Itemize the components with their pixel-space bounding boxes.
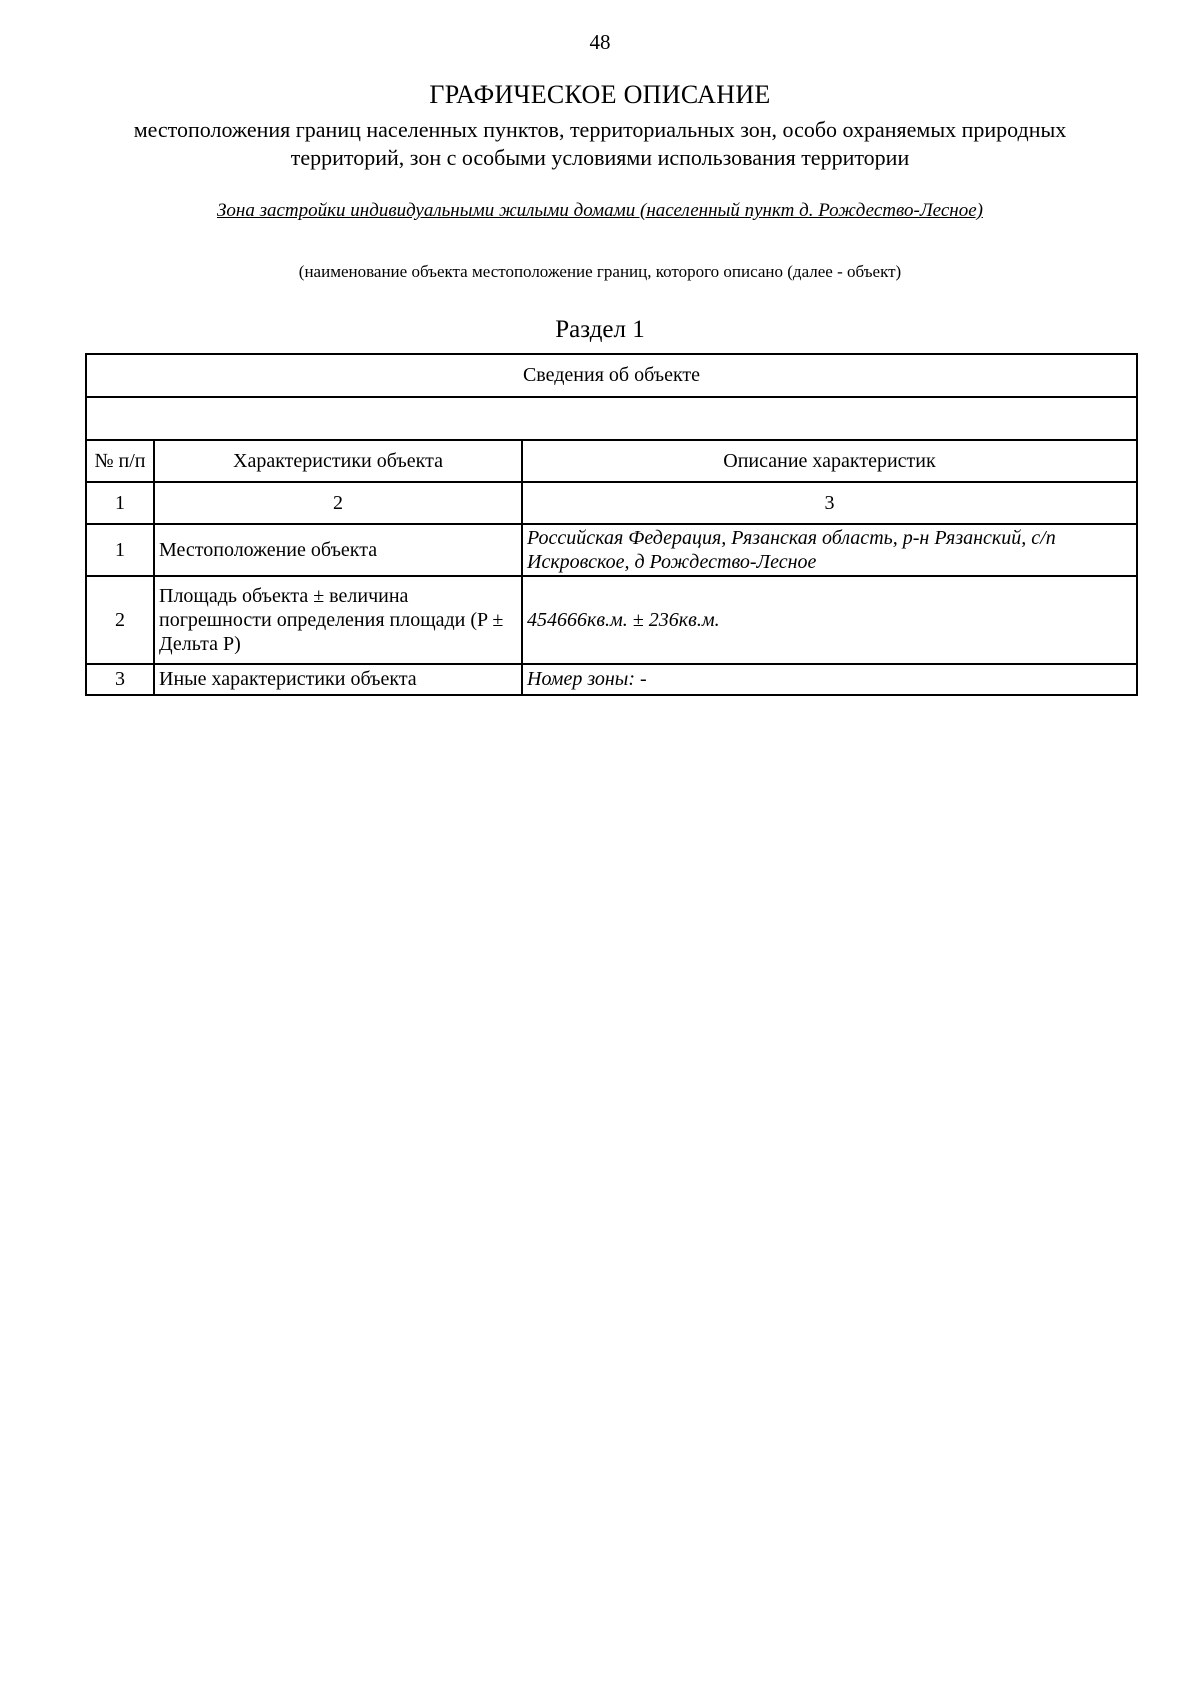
column-number-3: 3 <box>522 482 1137 524</box>
section-title: Раздел 1 <box>555 316 645 343</box>
row-number: 3 <box>86 664 154 695</box>
table-empty-cell <box>86 397 1137 440</box>
row-characteristic: Площадь объекта ± величина погрешности определения площади (P ± Дельта P) <box>154 576 522 664</box>
column-number-1: 1 <box>86 482 154 524</box>
table-row <box>86 664 1137 695</box>
object-name-caption: (наименование объекта местоположение границ, которого описано (далее - объект) <box>298 262 902 281</box>
column-number-2: 2 <box>154 482 522 524</box>
row-number: 2 <box>86 576 154 664</box>
table-row <box>86 576 1137 664</box>
object-info-table <box>85 353 1138 696</box>
object-name: Зона застройки индивидуальными жилыми домами (населенный пункт д. Рождество-Лесное) <box>217 200 983 221</box>
table-empty-row <box>86 397 1137 440</box>
document-title: ГРАФИЧЕСКОЕ ОПИСАНИЕ <box>429 80 771 109</box>
column-header-number: № п/п <box>86 440 154 482</box>
table-row <box>86 524 1137 576</box>
column-header-description: Описание характеристик <box>522 440 1137 482</box>
column-header-characteristic: Характеристики объекта <box>154 440 522 482</box>
row-description: 454666кв.м. ± 236кв.м. <box>522 576 1137 664</box>
table-column-header-row <box>86 440 1137 482</box>
row-description: Номер зоны: - <box>522 664 1137 695</box>
page-number: 48 <box>589 30 611 54</box>
table-column-number-row <box>86 482 1137 524</box>
table-heading-row <box>86 354 1137 397</box>
table-heading: Сведения об объекте <box>86 354 1137 397</box>
row-characteristic: Иные характеристики объекта <box>154 664 522 695</box>
row-characteristic: Местоположение объекта <box>154 524 522 576</box>
row-description: Российская Федерация, Рязанская область, р-н Рязанский, с/п Искровское, д Рождество-Лесное <box>522 524 1137 576</box>
document-subtitle: местоположения границ населенных пунктов, территориальных зон, особо охраняемых природных территорий, зон с особыми условиями использования территории <box>133 117 1067 170</box>
row-number: 1 <box>86 524 154 576</box>
